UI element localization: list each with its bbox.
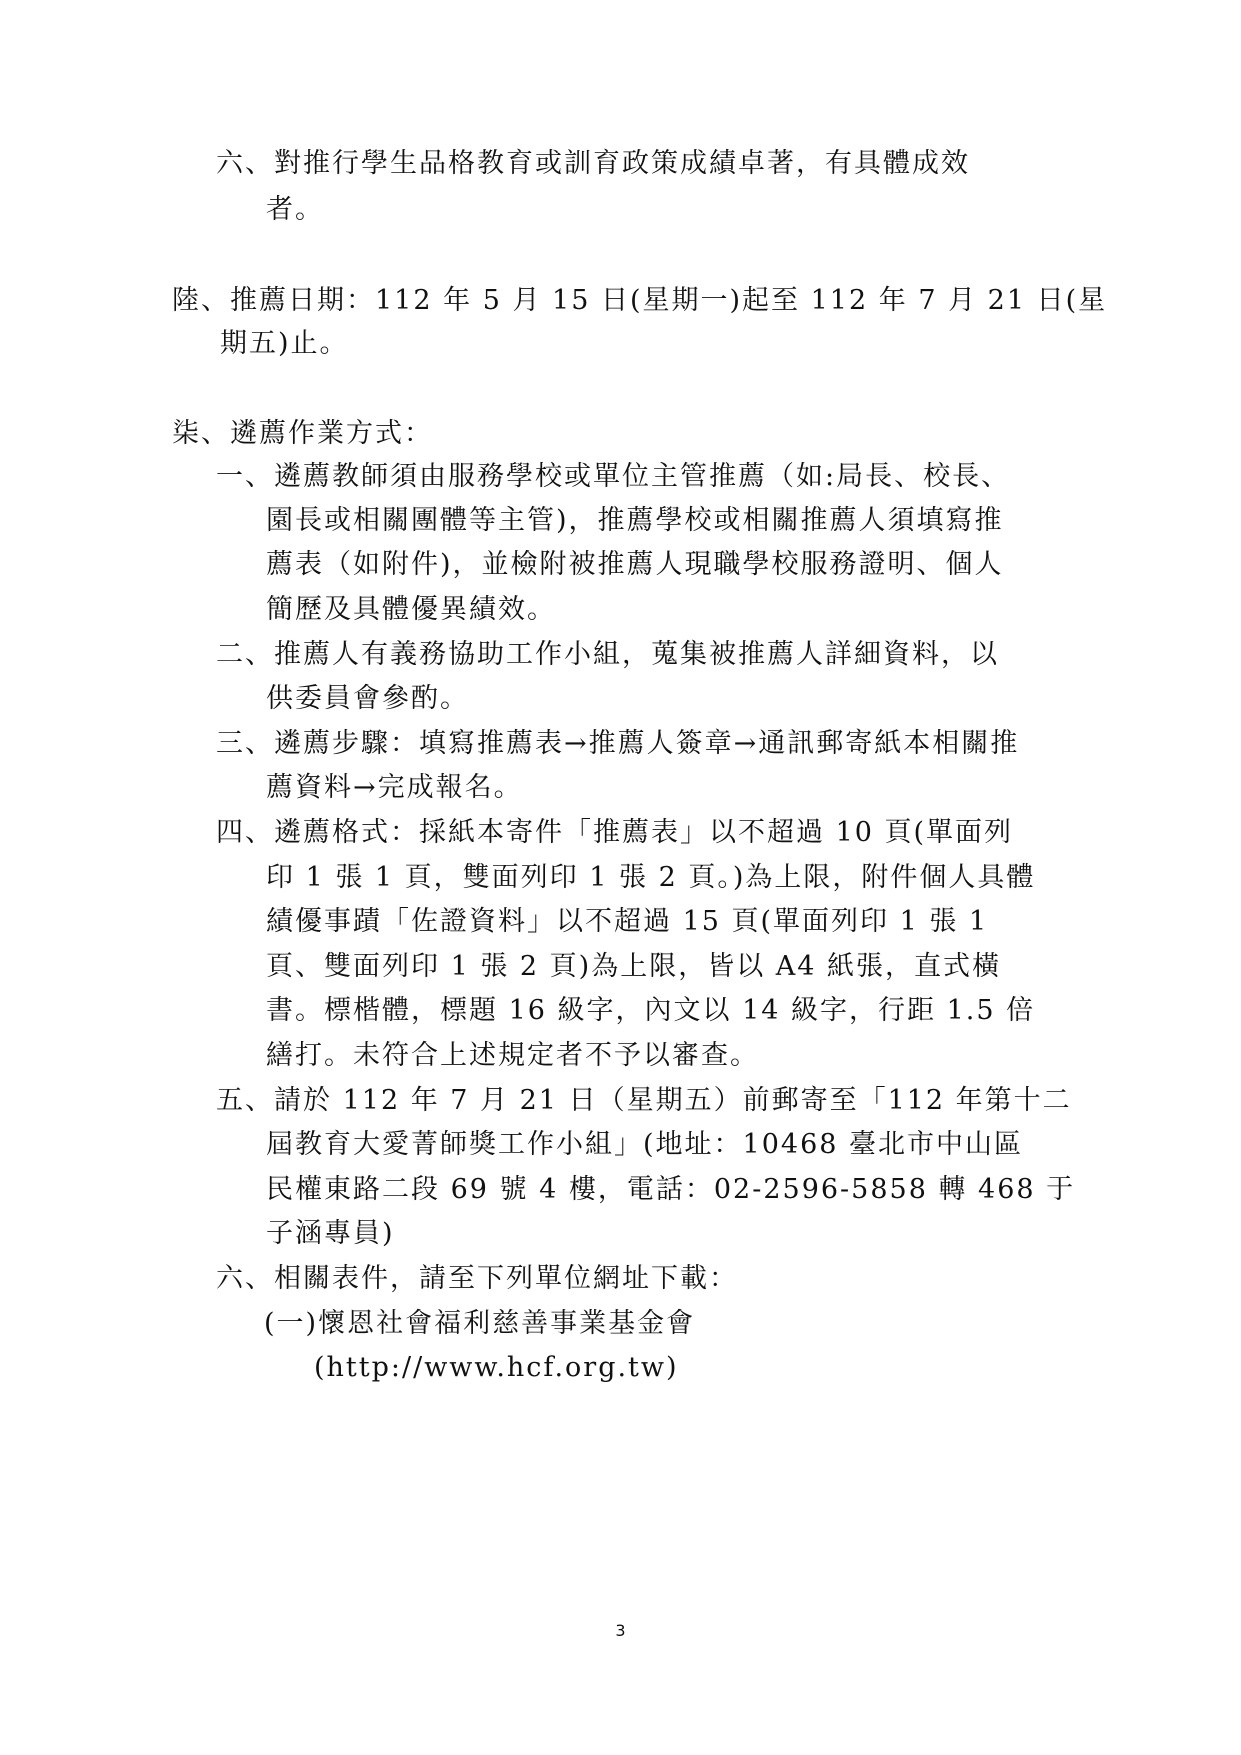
section-6-recommendation-date-line-2: 期五)止。 bbox=[220, 328, 349, 359]
section-7-item-1-line-3: 薦表（如附件)，並檢附被推薦人現職學校服務證明、個人 bbox=[266, 549, 1004, 580]
section-7-item-5-line-4: 子涵專員) bbox=[266, 1218, 395, 1249]
section-7-item-4-line-3: 績優事蹟「佐證資料」以不超過 15 頁(單面列印 1 張 1 bbox=[266, 906, 989, 937]
section-7-item-6-url[interactable]: (http://www.hcf.org.tw) bbox=[314, 1352, 679, 1383]
section-7-item-5-line-2: 屆教育大愛菁師獎工作小組」(地址：10468 臺北市中山區 bbox=[266, 1129, 1024, 1160]
section-7-item-1-line-2: 園長或相關團體等主管)，推薦學校或相關推薦人須填寫推 bbox=[266, 505, 1004, 536]
section-7-item-4-line-5: 書。標楷體，標題 16 級字，內文以 14 級字，行距 1.5 倍 bbox=[266, 995, 1036, 1026]
section-7-item-3-line-2: 薦資料→完成報名。 bbox=[266, 772, 523, 803]
section-7-item-1-line-1: 一、遴薦教師須由服務學校或單位主管推薦（如:局長、校長、 bbox=[216, 461, 1011, 492]
section-7-item-4-line-2: 印 1 張 1 頁，雙面列印 1 張 2 頁。)為上限，附件個人具體 bbox=[266, 862, 1036, 893]
section-7-item-4-line-4: 頁、雙面列印 1 張 2 頁)為上限，皆以 A4 紙張，直式橫 bbox=[266, 951, 1002, 982]
section-7-item-5-line-1: 五、請於 112 年 7 月 21 日（星期五）前郵寄至「112 年第十二 bbox=[216, 1085, 1072, 1116]
section-7-item-2-line-1: 二、推薦人有義務協助工作小組，蒐集被推薦人詳細資料，以 bbox=[216, 639, 999, 670]
criteria-item-6-line-1: 六、對推行學生品格教育或訓育政策成績卓著，有具體成效 bbox=[216, 148, 970, 179]
section-7-item-6-line-1: 六、相關表件，請至下列單位網址下載： bbox=[216, 1263, 738, 1294]
section-6-recommendation-date-line-1: 陸、推薦日期：112 年 5 月 15 日(星期一)起至 112 年 7 月 21 日(星 bbox=[172, 285, 1108, 316]
section-7-item-4-line-1: 四、遴薦格式：採紙本寄件「推薦表」以不超過 10 頁(單面列 bbox=[216, 817, 1014, 848]
section-7-item-2-line-2: 供委員會參酌。 bbox=[266, 683, 469, 714]
page-number: 3 bbox=[615, 1621, 626, 1640]
section-7-item-6-sub-1: (一)懷恩社會福利慈善事業基金會 bbox=[264, 1308, 696, 1339]
section-7-item-4-line-6: 繕打。未符合上述規定者不予以審查。 bbox=[266, 1040, 759, 1071]
section-7-heading: 柒、遴薦作業方式： bbox=[172, 418, 433, 449]
section-7-item-3-line-1: 三、遴薦步驟：填寫推薦表→推薦人簽章→通訊郵寄紙本相關推 bbox=[216, 728, 1020, 759]
section-7-item-1-line-4: 簡歷及具體優異績效。 bbox=[266, 594, 556, 625]
section-7-item-5-line-3: 民權東路二段 69 號 4 樓，電話：02-2596-5858 轉 468 于 bbox=[266, 1174, 1076, 1205]
criteria-item-6-line-2: 者。 bbox=[266, 194, 324, 225]
